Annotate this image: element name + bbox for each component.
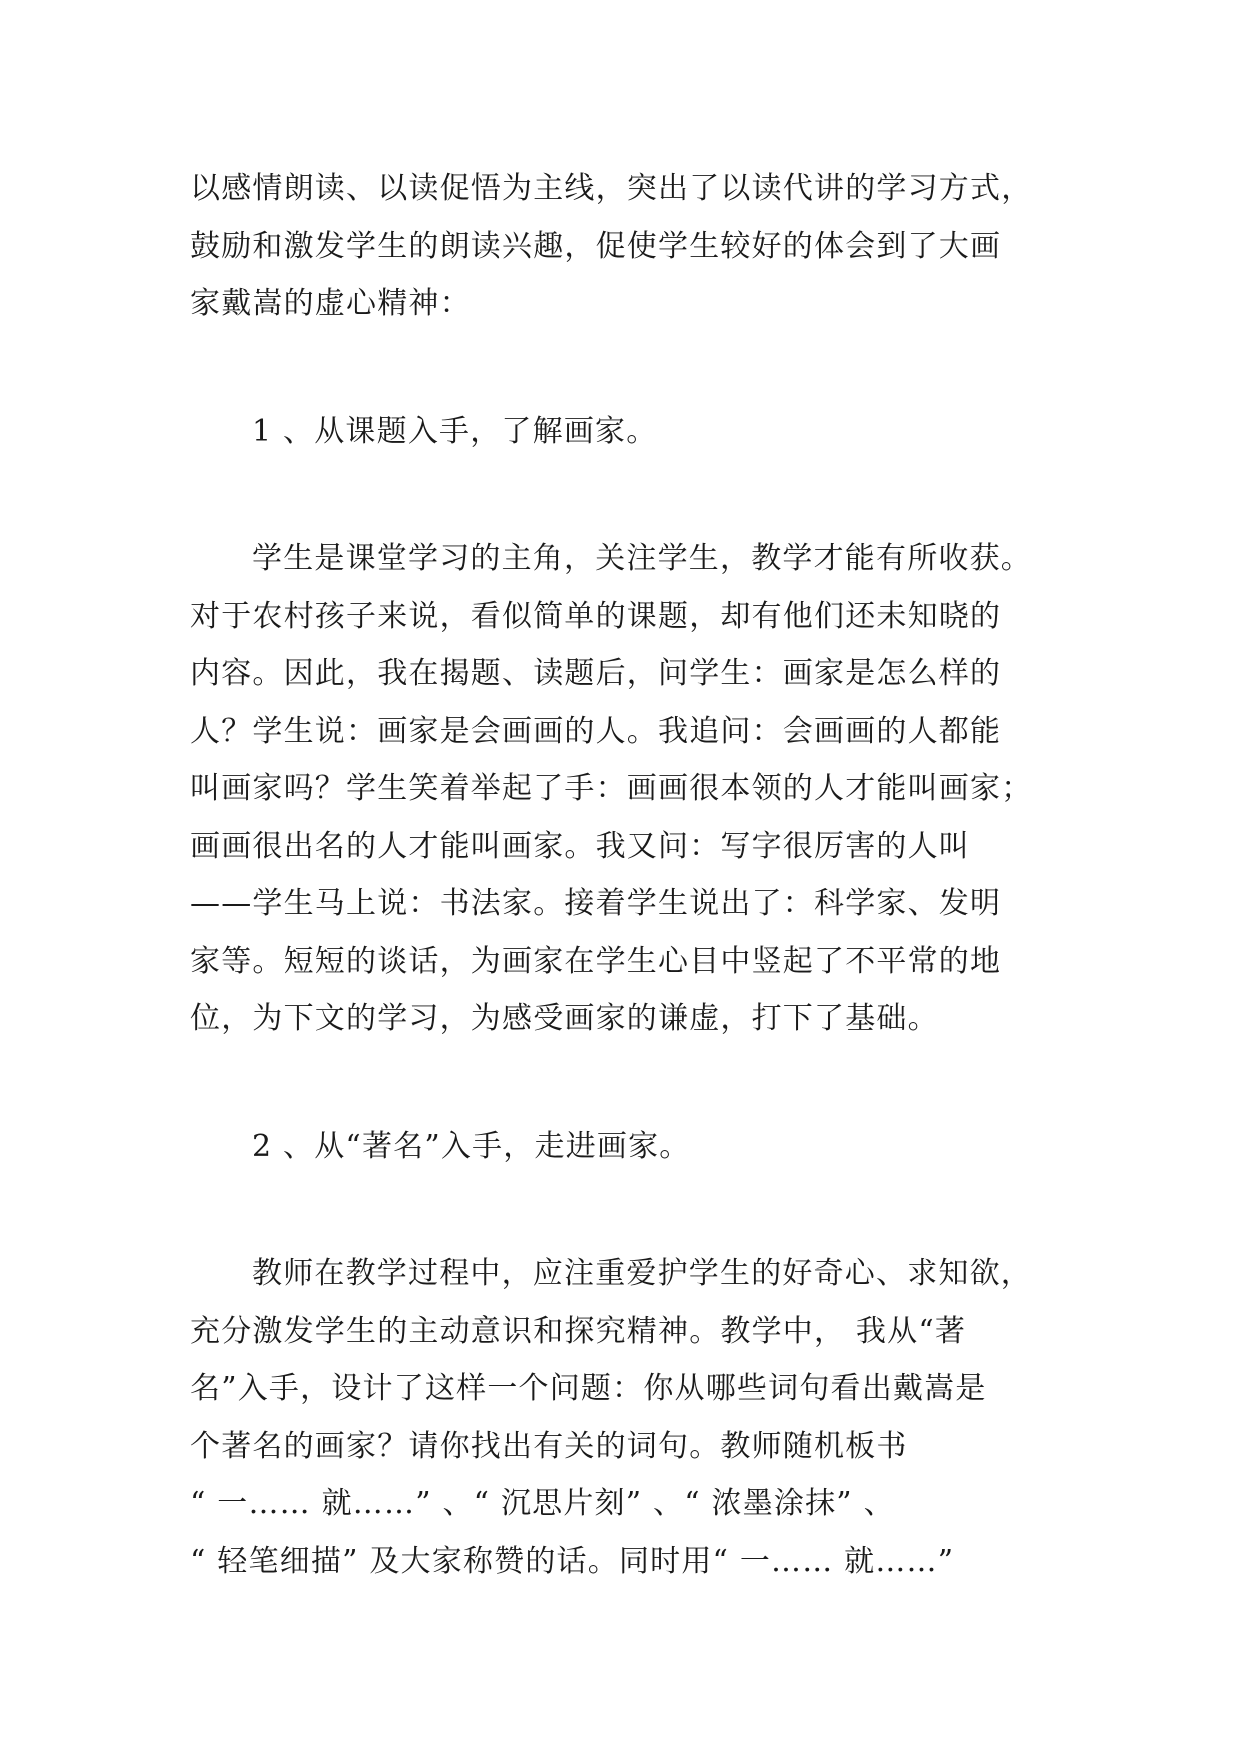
text-line: 家戴嵩的虚心精神： <box>190 286 471 321</box>
text-line: 充分激发学生的主动意识和探究精神。教学中， 我从“著 <box>190 1313 967 1349</box>
text-line: “ 轻笔细描” 及大家称赞的话。同时用“ 一…… 就……” <box>190 1543 955 1579</box>
text-line: 名”入手，设计了这样一个问题：你从哪些词句看出戴嵩是 <box>190 1371 987 1406</box>
text-line: 人？学生说：画家是会画画的人。我追问：会画画的人都能 <box>190 713 1002 749</box>
paragraph-section-2 <box>190 1245 1052 1590</box>
text-line: “ 一…… 就……” 、“ 沉思片刻” 、“ 浓墨涂抹” 、 <box>190 1486 895 1521</box>
paragraph-gap <box>190 1175 1052 1245</box>
text-line: 教师在教学过程中，应注重爱护学生的好奇心、求知欲， <box>252 1256 1032 1291</box>
paragraph-intro <box>190 160 1052 333</box>
paragraph-gap <box>190 333 1052 403</box>
text-line: 鼓励和激发学生的朗读兴趣，促使学生较好的体会到了大画 <box>190 228 1002 264</box>
document-page <box>190 160 1052 1590</box>
text-line: 学生是课堂学习的主角，关注学生，教学才能有所收获。 <box>252 541 1032 576</box>
section-heading-1 <box>190 403 1052 461</box>
heading-line: 1 、从课题入手，了解画家。 <box>252 413 658 449</box>
paragraph-gap <box>190 460 1052 530</box>
paragraph-gap <box>190 1048 1052 1118</box>
text-line: 画画很出名的人才能叫画家。我又问：写字很厉害的人叫 <box>190 828 970 864</box>
section-heading-2 <box>190 1118 1052 1176</box>
text-line: 以感情朗读、以读促悟为主线，突出了以读代讲的学习方式， <box>190 171 1033 206</box>
heading-line: 2 、从“著名”入手，走进画家。 <box>252 1128 691 1164</box>
text-line: 内容。因此，我在揭题、读题后，问学生：画家是怎么样的 <box>190 656 1002 691</box>
text-line: 位，为下文的学习，为感受画家的谦虚，打下了基础。 <box>190 1001 939 1036</box>
text-line: 家等。短短的谈话，为画家在学生心目中竖起了不平常的地 <box>190 943 1002 979</box>
text-line: 对于农村孩子来说，看似简单的课题，却有他们还未知晓的 <box>190 598 1002 634</box>
text-line: ——学生马上说：书法家。接着学生说出了：科学家、发明 <box>190 886 1002 921</box>
paragraph-section-1 <box>190 530 1052 1048</box>
text-line: 个著名的画家？请你找出有关的词句。教师随机板书 <box>190 1428 908 1464</box>
text-line: 叫画家吗？学生笑着举起了手：画画很本领的人才能叫画家； <box>190 771 1033 806</box>
